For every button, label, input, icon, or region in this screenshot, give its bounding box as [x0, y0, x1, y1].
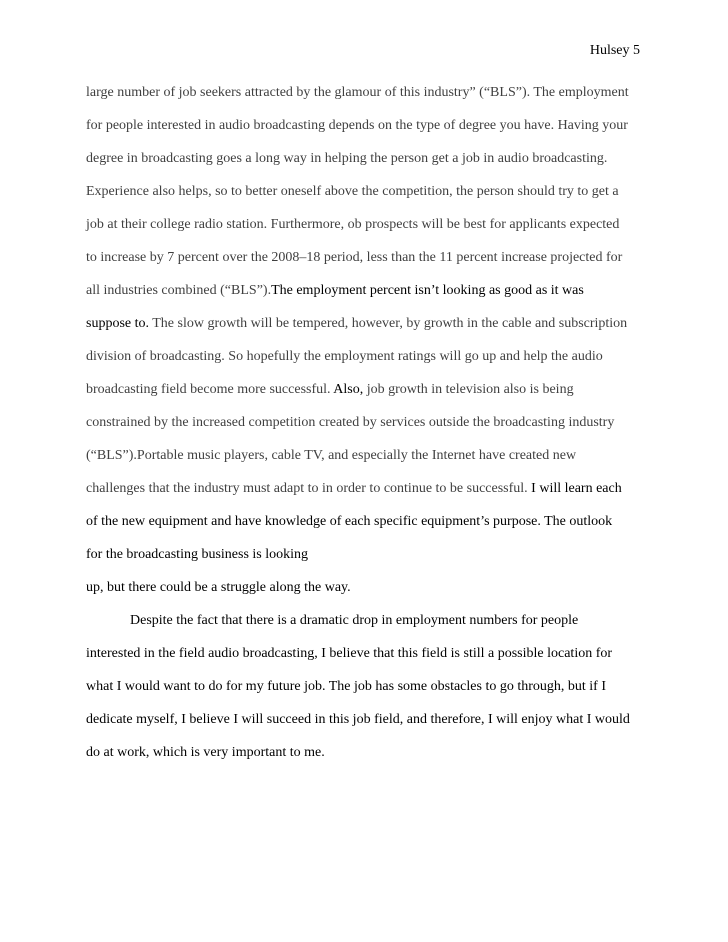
- text-line: [86, 181, 656, 214]
- text-line: [86, 676, 656, 709]
- text-segment: job growth in television also is being: [363, 382, 574, 397]
- text-segment: degree in broadcasting goes a long way in helping the person get a job in audio broadcasting.: [86, 151, 608, 166]
- text-segment: I will learn each: [531, 481, 622, 496]
- text-line: [86, 247, 656, 280]
- body-text: [86, 82, 656, 775]
- text-segment: suppose to.: [86, 316, 149, 331]
- text-line: [86, 577, 656, 610]
- text-line: [86, 346, 656, 379]
- text-segment: for the broadcasting business is looking: [86, 547, 309, 562]
- text-line: [86, 511, 656, 544]
- text-segment: broadcasting field become more successful.: [86, 382, 334, 397]
- text-segment: for people interested in audio broadcasting depends on the type of degree you have. Having your: [86, 118, 628, 133]
- text-line: [86, 82, 656, 115]
- text-segment: constrained by the increased competition created by services outside the broadcasting industry: [86, 415, 615, 430]
- text-line: [86, 742, 656, 775]
- text-line: [86, 610, 656, 643]
- text-segment: (“BLS”).Portable music players, cable TV, and especially the Internet have created new: [86, 448, 577, 463]
- text-segment: do at work, which is very important to me.: [86, 745, 325, 760]
- text-line: [86, 280, 656, 313]
- text-line: [86, 709, 656, 742]
- text-line: [86, 214, 656, 247]
- running-head: Hulsey 5: [589, 43, 640, 58]
- text-line: [86, 544, 656, 577]
- text-line: [86, 148, 656, 181]
- text-segment: The employment percent isn’t looking as good as it was: [271, 283, 584, 298]
- text-segment: all industries combined (“BLS”).: [86, 283, 272, 298]
- text-segment: large number of job seekers attracted by the glamour of this industry” (“BLS”). The employment: [86, 85, 629, 100]
- text-segment: Experience also helps, so to better oneself above the competition, the person should try to get a: [86, 184, 619, 199]
- text-line: [86, 478, 656, 511]
- text-segment: to increase by 7 percent over the 2008–18 period, less than the 11 percent increase projected for: [86, 250, 623, 265]
- text-segment: dedicate myself, I believe I will succeed in this job field, and therefore, I will enjoy what I would: [86, 712, 630, 727]
- text-line: [86, 115, 656, 148]
- text-segment: job at their college radio station. Furthermore, ob prospects will be best for applicants expected: [86, 217, 620, 232]
- text-line: [86, 313, 656, 346]
- text-line: [86, 643, 656, 676]
- text-segment: Despite the fact that there is a dramatic drop in employment numbers for people: [130, 613, 579, 628]
- text-segment: interested in the field audio broadcasting, I believe that this field is still a possible location for: [86, 646, 613, 661]
- text-segment: up, but there could be a struggle along the way.: [86, 580, 351, 595]
- text-line: [86, 445, 656, 478]
- text-segment: what I would want to do for my future job. The job has some obstacles to go through, but if I: [86, 679, 606, 694]
- text-line: [86, 379, 656, 412]
- text-segment: division of broadcasting. So hopefully the employment ratings will go up and help the audio: [86, 349, 603, 364]
- text-segment: challenges that the industry must adapt to in order to continue to be successful.: [86, 481, 532, 496]
- text-segment: of the new equipment and have knowledge of each specific equipment’s purpose. The outlook: [86, 514, 613, 529]
- text-segment: Also,: [333, 382, 364, 397]
- text-segment: The slow growth will be tempered, however, by growth in the cable and subscription: [149, 316, 628, 331]
- text-line: [86, 412, 656, 445]
